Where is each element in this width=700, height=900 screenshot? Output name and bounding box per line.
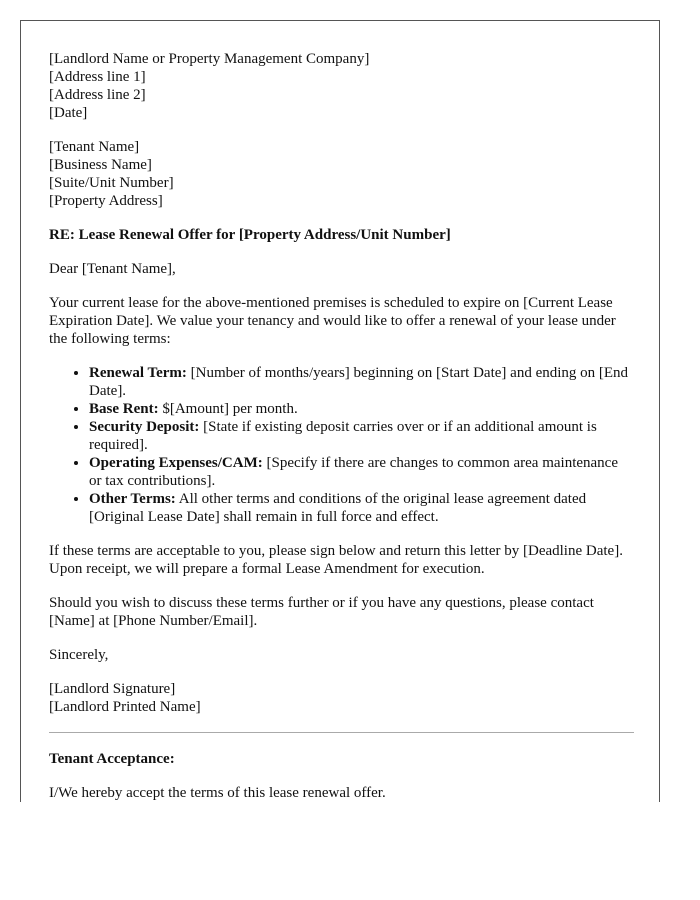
landlord-signature: [Landlord Signature] [49,681,176,697]
letter-page [20,20,660,802]
term-label: Renewal Term: [89,365,187,381]
recipient-tenant-name: [Tenant Name] [49,139,140,155]
term-text: [Specify if there are changes to common area maintenance or tax contributions]. [89,455,618,489]
sender-block [49,50,634,122]
sender-address-line-1: [Address line 1] [49,69,146,85]
recipient-business-name: [Business Name] [49,157,152,173]
landlord-printed-name: [Landlord Printed Name] [49,699,201,715]
salutation: Dear [Tenant Name], [49,261,176,277]
term-label: Security Deposit: [89,419,200,435]
list-item [89,364,634,400]
term-text: [Number of months/years] beginning on [Start Date] and ending on [End Date]. [89,365,629,399]
term-text: $[Amount] per month. [158,401,298,417]
list-item [89,418,634,454]
list-item [89,454,634,490]
intro-paragraph: Your current lease for the above-mentioned premises is scheduled to expire on [Current Lease Expiration Date]. We value your tenancy and would like to offer a renewal of your lease under the following terms: [49,295,616,347]
term-label: Base Rent: [89,401,159,417]
term-text: All other terms and conditions of the original lease agreement dated [Original Lease Date] shall remain in full force and effect. [89,491,587,525]
term-label: Other Terms: [89,491,176,507]
sender-name: [Landlord Name or Property Management Company] [49,51,370,67]
terms-list [49,364,634,526]
recipient-property-address: [Property Address] [49,193,163,209]
acceptance-instructions-paragraph: If these terms are acceptable to you, please sign below and return this letter by [Deadline Date]. Upon receipt, we will prepare a formal Lease Amendment for execution. [49,543,623,577]
list-item [89,490,634,526]
term-label: Operating Expenses/CAM: [89,455,263,471]
section-divider [49,732,634,733]
recipient-suite-unit: [Suite/Unit Number] [49,175,174,191]
recipient-block [49,138,634,210]
letter-date: [Date] [49,105,88,121]
letter-content [49,50,634,802]
subject-line: RE: Lease Renewal Offer for [Property Address/Unit Number] [49,227,451,243]
contact-paragraph: Should you wish to discuss these terms further or if you have any questions, please contact [Name] at [Phone Number/Email]. [49,595,594,629]
list-item [89,400,634,418]
sender-address-line-2: [Address line 2] [49,87,146,103]
tenant-acceptance-heading: Tenant Acceptance: [49,751,175,767]
closing: Sincerely, [49,647,109,663]
term-text: [State if existing deposit carries over or if an additional amount is required]. [89,419,597,453]
tenant-acceptance-statement: I/We hereby accept the terms of this lease renewal offer. [49,785,386,801]
signature-block [49,680,634,716]
